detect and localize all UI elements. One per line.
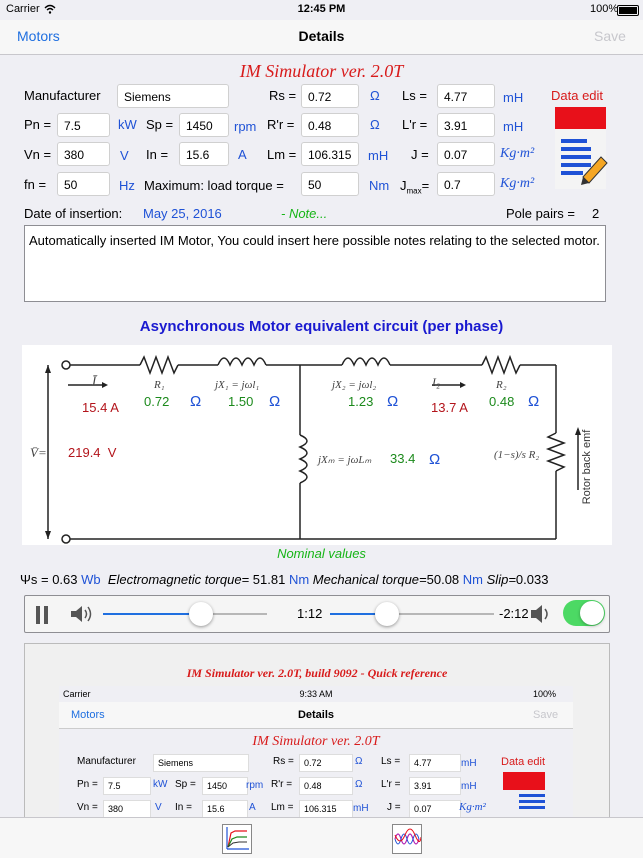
note-link[interactable]: - Note... bbox=[281, 206, 328, 221]
ref-back: Motors bbox=[71, 709, 105, 721]
data-edit-label: Data edit bbox=[551, 88, 604, 103]
notepad-pencil-icon bbox=[553, 107, 608, 189]
r1-value: 0.72 bbox=[144, 394, 170, 409]
ref-carrier: Carrier bbox=[63, 689, 91, 699]
symbol-voltage: V̄= bbox=[30, 445, 47, 460]
manufacturer-label: Manufacturer bbox=[24, 88, 101, 103]
em-torque-value: 51.81 bbox=[252, 572, 286, 587]
rs-unit: Ω bbox=[370, 88, 380, 103]
speaker-loud-icon bbox=[529, 603, 553, 625]
mech-torque-unit: Nm bbox=[462, 572, 484, 587]
flux-value: 0.63 bbox=[52, 572, 78, 587]
equivalent-circuit bbox=[22, 345, 612, 545]
symbol-x2: jX₂ = jωl₂ bbox=[332, 379, 377, 391]
rr-unit: Ω bbox=[370, 117, 380, 132]
slip-label: Slip= bbox=[486, 572, 516, 587]
notes-textarea[interactable]: Automatically inserted IM Motor, You could insert here possible notes relating to the selected motor. bbox=[24, 225, 606, 302]
r2-value: 0.48 bbox=[489, 394, 515, 409]
j-unit: Kg·m² bbox=[500, 146, 535, 161]
x2-value: 1.23 bbox=[348, 394, 374, 409]
pn-label: Pn = bbox=[24, 117, 52, 132]
ref-data-edit: Data edit bbox=[501, 756, 546, 768]
insertion-date: May 25, 2016 bbox=[143, 206, 222, 221]
symbol-xm: jXₘ = jωLₘ bbox=[318, 454, 372, 466]
pn-field[interactable]: 7.5 bbox=[57, 113, 110, 137]
volume-track[interactable] bbox=[103, 613, 267, 615]
current-i2-value: 13.7 A bbox=[431, 400, 468, 415]
jmax-field[interactable]: 0.7 bbox=[437, 172, 495, 196]
ref-title: Details bbox=[297, 709, 335, 721]
ls-label: Ls = bbox=[402, 88, 427, 103]
elapsed-time: 1:12 bbox=[297, 606, 323, 621]
save-button[interactable]: Save bbox=[594, 28, 626, 44]
mech-torque-label: Mechanical torque= bbox=[312, 572, 427, 587]
xm-unit: Ω bbox=[429, 451, 441, 468]
fn-label: fn = bbox=[24, 177, 47, 192]
in-label: In = bbox=[146, 147, 169, 162]
pause-button[interactable] bbox=[35, 606, 51, 624]
ref-save: Save bbox=[533, 709, 559, 721]
speaker-icon bbox=[69, 604, 93, 624]
fn-field[interactable]: 50 bbox=[57, 172, 110, 196]
fn-unit: Hz bbox=[119, 178, 135, 193]
ref-notepad-icon bbox=[519, 794, 545, 814]
tab-bar bbox=[0, 817, 643, 858]
flux-label: Ψs = bbox=[20, 572, 49, 587]
pole-pairs-label: Pole pairs = bbox=[506, 206, 576, 221]
in-field[interactable]: 15.6 bbox=[179, 142, 229, 166]
ref-form: Manufacturer Siemens Rs = 0.72 Ω Ls = 4.77 mH Pn = 7.5 kW Sp = 1450 rpm R'r = 0.48 Ω L'r = 3.91 mH Vn = 380 V In = 15.6 A Lm = 106.315 mH J = 0.07 Kg·m² bbox=[59, 754, 499, 824]
clock: 12:45 PM bbox=[297, 3, 346, 15]
voltage-value: 219.4 V bbox=[68, 445, 117, 460]
time-thumb[interactable] bbox=[375, 602, 399, 626]
max-load-torque-field[interactable]: 50 bbox=[301, 172, 359, 196]
vn-field[interactable]: 380 bbox=[57, 142, 110, 166]
ls-field[interactable]: 4.77 bbox=[437, 84, 495, 108]
quick-reference-title: IM Simulator ver. 2.0T, build 9092 - Quick reference bbox=[186, 666, 448, 680]
data-edit-button[interactable] bbox=[553, 107, 608, 189]
status-bar bbox=[0, 0, 643, 20]
battery-icon bbox=[617, 5, 639, 16]
x1-unit: Ω bbox=[269, 393, 281, 410]
volume-thumb[interactable] bbox=[189, 602, 213, 626]
em-torque-label: Electromagnetic torque= bbox=[107, 572, 250, 587]
time-track[interactable] bbox=[330, 613, 494, 615]
back-button[interactable]: Motors bbox=[17, 28, 60, 44]
ref-data-edit-icon bbox=[503, 772, 545, 790]
pause-icon bbox=[35, 606, 51, 624]
ref-battery: 100% bbox=[533, 689, 557, 699]
em-torque-unit: Nm bbox=[288, 572, 310, 587]
sp-field[interactable]: 1450 bbox=[179, 113, 229, 137]
ls-unit: mH bbox=[503, 90, 524, 105]
symbol-x1: jX₁ = jωl₁ bbox=[215, 379, 260, 391]
simulation-player bbox=[24, 595, 610, 633]
flux-unit: Wb bbox=[81, 572, 101, 587]
rs-field[interactable]: 0.72 bbox=[301, 84, 359, 108]
pole-pairs-value: 2 bbox=[592, 206, 600, 221]
r2-unit: Ω bbox=[528, 393, 540, 410]
page-title: Details bbox=[298, 28, 345, 44]
symbol-i2: I₂ bbox=[432, 375, 441, 389]
carrier-label: Carrier bbox=[6, 3, 40, 15]
results-row bbox=[20, 572, 630, 590]
lm-label: Lm = bbox=[267, 147, 297, 162]
current-i1-value: 15.4 A bbox=[82, 400, 119, 415]
date-label: Date of insertion: bbox=[24, 206, 123, 221]
waveform-icon bbox=[393, 825, 421, 853]
lm-unit: mH bbox=[368, 148, 389, 163]
max-load-torque-label: Maximum: load torque = bbox=[144, 178, 284, 193]
rr-field[interactable]: 0.48 bbox=[301, 113, 359, 137]
symbol-slip-load: (1−s)/s R₂ bbox=[494, 449, 540, 461]
toggle-knob bbox=[580, 601, 604, 625]
tab-waveform[interactable] bbox=[392, 824, 422, 854]
vn-unit: V bbox=[120, 148, 129, 163]
circuit-title: Asynchronous Motor equivalent circuit (per phase) bbox=[139, 318, 504, 335]
jmax-label: $J_{max}=$ bbox=[400, 178, 430, 196]
manufacturer-field[interactable]: Siemens bbox=[117, 84, 229, 108]
mech-torque-value: 50.08 bbox=[426, 572, 460, 587]
symbol-r2: R₂ bbox=[496, 379, 507, 391]
x1-value: 1.50 bbox=[228, 394, 254, 409]
j-field[interactable]: 0.07 bbox=[437, 142, 495, 166]
lr-label: L'r = bbox=[402, 117, 428, 132]
nominal-values-label: Nominal values bbox=[277, 546, 366, 561]
volume-fill bbox=[103, 613, 201, 615]
j-label: J = bbox=[411, 147, 429, 162]
quick-reference-panel bbox=[24, 643, 610, 825]
jmax-unit: Kg·m² bbox=[500, 176, 535, 191]
rs-label: Rs = bbox=[269, 88, 297, 103]
pn-unit: kW bbox=[118, 117, 137, 132]
reference-screenshot bbox=[59, 686, 573, 825]
lr-unit: mH bbox=[503, 119, 524, 134]
tab-chart[interactable] bbox=[222, 824, 252, 854]
lm-field[interactable]: 106.315 bbox=[301, 142, 359, 166]
app-title: IM Simulator ver. 2.0T bbox=[239, 61, 404, 81]
ref-time: 9:33 AM bbox=[299, 689, 333, 699]
remaining-time: -2:12 bbox=[499, 606, 529, 621]
symbol-r1: R₁ bbox=[154, 379, 165, 391]
slip-value: 0.033 bbox=[515, 572, 549, 587]
sp-label: Sp = bbox=[146, 117, 174, 132]
chart-plot-icon bbox=[223, 825, 251, 853]
in-unit: A bbox=[238, 147, 247, 162]
max-load-torque-unit: Nm bbox=[369, 178, 390, 193]
vn-label: Vn = bbox=[24, 147, 52, 162]
sp-unit: rpm bbox=[234, 119, 257, 134]
r1-unit: Ω bbox=[190, 393, 202, 410]
ref-navbar bbox=[59, 702, 573, 729]
x2-unit: Ω bbox=[387, 393, 399, 410]
symbol-current: Ī bbox=[92, 373, 97, 388]
navigation-bar bbox=[0, 20, 643, 55]
rotor-back-emf-label: Rotor back emf bbox=[581, 429, 593, 505]
battery-percent: 100% bbox=[590, 3, 619, 15]
ref-app-title: IM Simulator ver. 2.0T bbox=[252, 734, 380, 749]
rr-label: R'r = bbox=[267, 117, 295, 132]
xm-value: 33.4 bbox=[390, 451, 416, 466]
toggle-switch[interactable] bbox=[563, 600, 605, 626]
lr-field[interactable]: 3.91 bbox=[437, 113, 495, 137]
